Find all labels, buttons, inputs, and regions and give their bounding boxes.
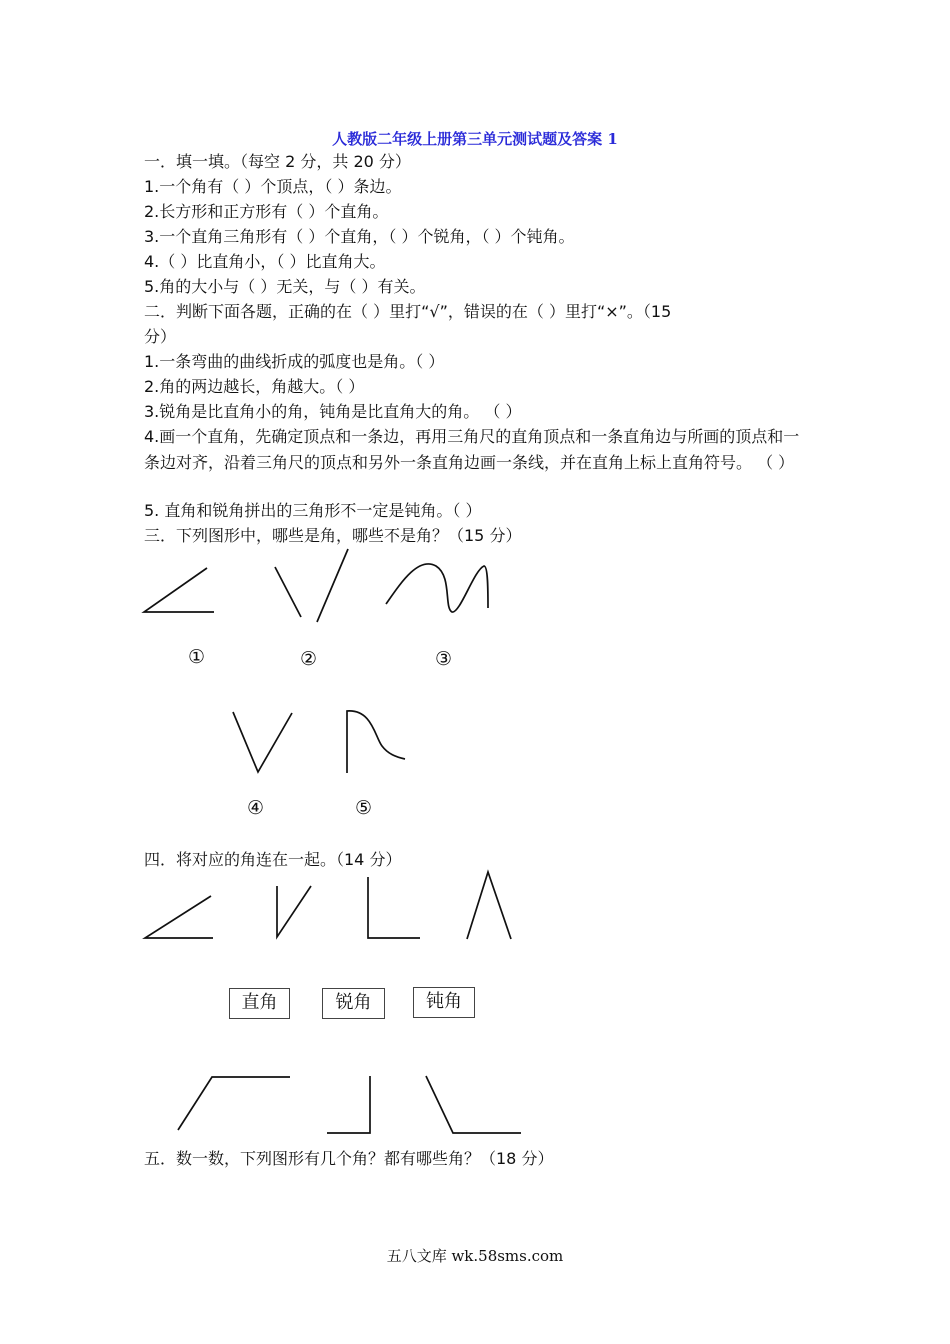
figure-1-angle [144,568,214,612]
section4-heading: 四．将对应的角连在一起。（14 分） [144,850,402,869]
page-title: 人教版二年级上册第三单元测试题及答案 1 [332,130,618,148]
footer-watermark: 五八文库 wk.58sms.com [386,1247,564,1265]
match-angle-acute-c [467,872,511,939]
section1-item: 5.角的大小与（ ）无关，与（ ）有关。 [144,277,426,296]
match-angle-acute-b [277,886,311,937]
section1-item: 1.一个角有（ ）个顶点，（ ）条边。 [144,177,402,196]
section5-heading: 五．数一数，下列图形有几个角？都有哪些角？（18 分） [144,1149,554,1168]
section2-item: 1.一条弯曲的曲线折成的弧度也是角。（ ） [144,352,445,371]
section2-item: 2.角的两边越长，角越大。（ ） [144,377,365,396]
section1-heading: 一．填一填。（每空 2 分，共 20 分） [144,152,411,171]
acute-angle-box: 锐角 [322,988,385,1019]
section1-item: 4.（ ）比直角小，（ ）比直角大。 [144,252,386,271]
section2-heading: 二．判断下面各题，正确的在（ ）里打“√”，错误的在（ ）里打“×”。（15 [144,302,672,321]
figure-label: ⑤ [355,797,373,819]
match-angle-obtuse-a [178,1077,290,1130]
section3-heading: 三．下列图形中，哪些是角，哪些不是角？（15 分） [144,526,522,545]
right-angle-box: 直角 [229,988,290,1019]
figure-4-angle [233,712,292,772]
section2-item: 3.锐角是比直角小的角，钝角是比直角大的角。 （ ） [144,402,522,421]
figure-label: ③ [435,648,453,670]
match-angle-obtuse-b [426,1076,521,1133]
section2-item: 4.画一个直角，先确定顶点和一条边，再用三角尺的直角顶点和一条直角边与所画的顶点和一条边对齐，沿着三角尺的顶点和另外一条直角边画一条线，并在直角上标上直角符号。 （ ） [144,427,800,472]
obtuse-angle-box: 钝角 [413,987,475,1018]
match-angle-acute-a [145,896,213,938]
section2-heading-cont: 分） [144,327,177,346]
match-angle-right-b [327,1076,370,1133]
figure-5-curve-angle [347,711,405,773]
match-angle-right [368,877,420,938]
section2-item: 5. 直角和锐角拼出的三角形不一定是钝角。（ ） [144,501,482,520]
section1-item: 3.一个直角三角形有（ ）个直角，（ ）个锐角，（ ）个钝角。 [144,227,575,246]
figure-2-open-lines [275,567,301,617]
figure-label: ④ [247,797,265,819]
section1-item: 2.长方形和正方形有（ ）个直角。 [144,202,389,221]
figure-label: ② [300,648,318,670]
figure-3-curve [386,564,488,612]
figure-2-open-lines-b [317,549,348,622]
figure-label: ① [188,646,206,668]
